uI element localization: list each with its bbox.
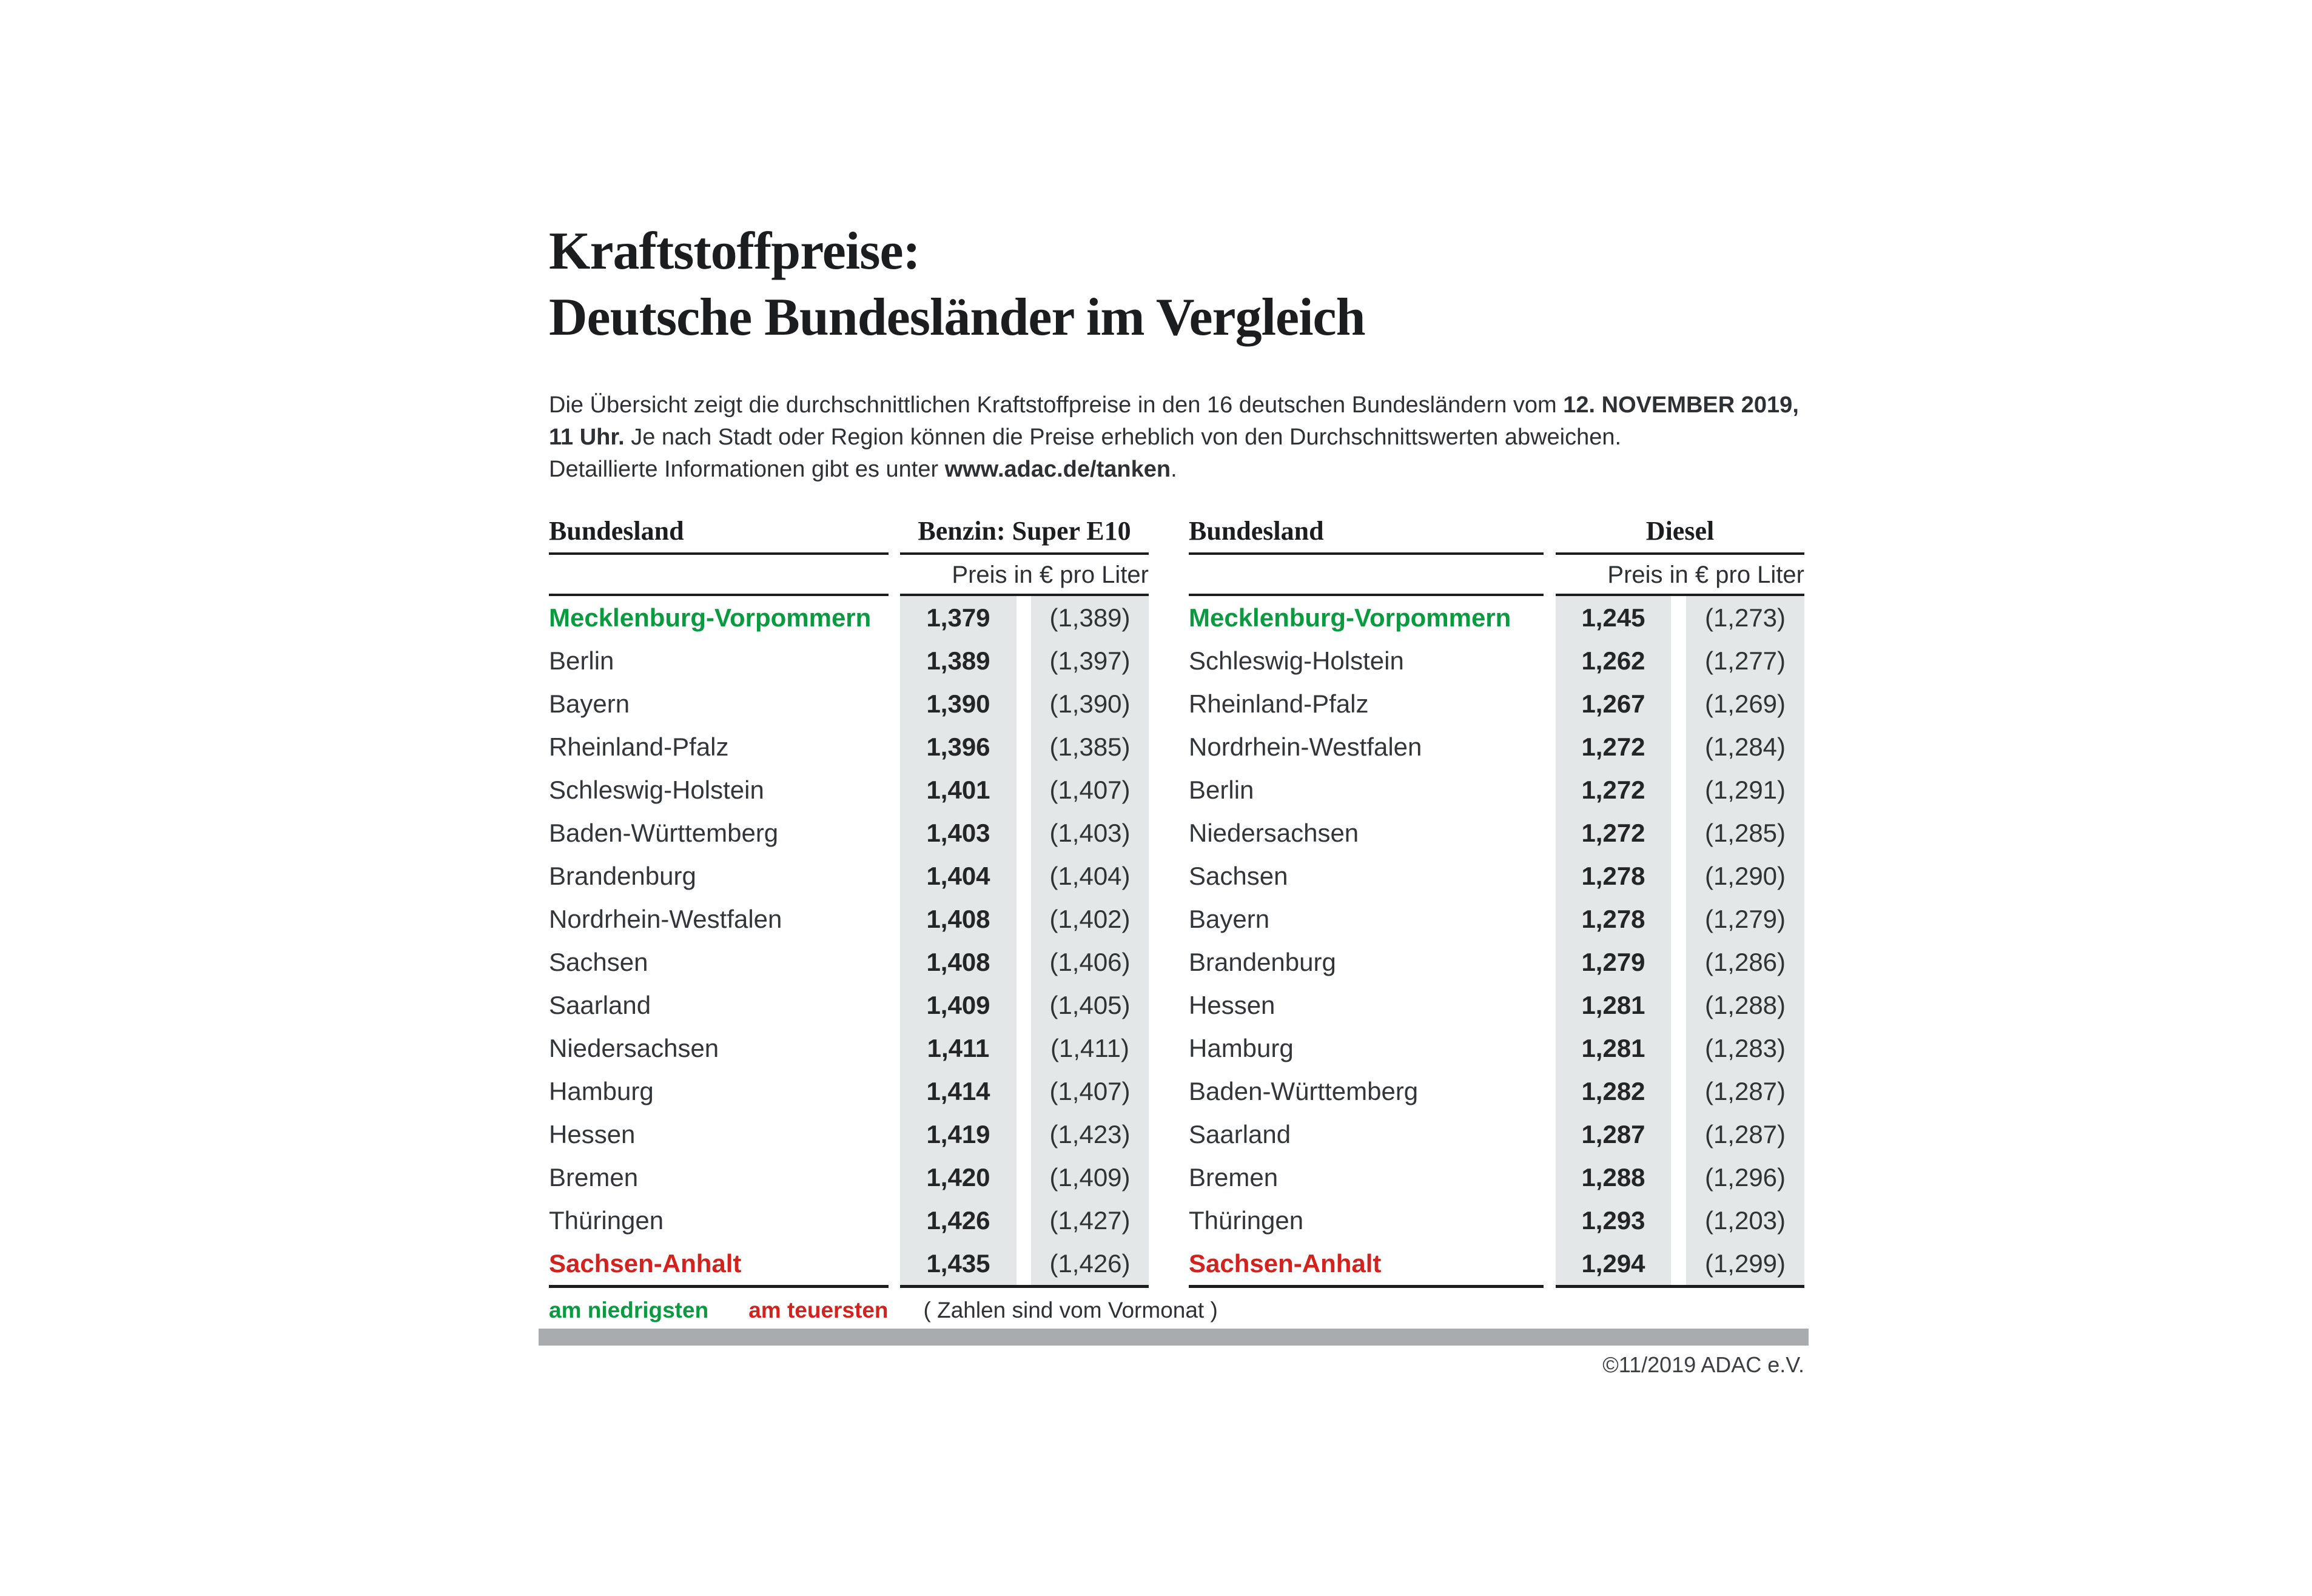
table-row (549, 1242, 1149, 1285)
row-gap (889, 682, 900, 725)
price-cell: 1,262 (1556, 639, 1671, 682)
intro-bold-text: www.adac.de/tanken (944, 457, 1171, 483)
state-cell: Brandenburg (549, 861, 696, 890)
diesel-table (1189, 512, 1804, 1288)
benzin-table (549, 512, 1149, 1288)
prev-price-cell: (1,389) (1031, 596, 1149, 639)
table-row (1189, 768, 1804, 811)
table-row (1189, 1027, 1804, 1070)
table-row (1189, 596, 1804, 639)
price-unit-subheader: Preis in € pro Liter (1556, 555, 1804, 596)
price-cell: 1,282 (1556, 1070, 1671, 1113)
price-gap (1671, 984, 1686, 1027)
price-cell: 1,287 (1556, 1113, 1671, 1156)
price-cell: 1,272 (1556, 768, 1671, 811)
price-cell: 1,272 (1556, 811, 1671, 854)
table-row (549, 854, 1149, 897)
table-header-row (1189, 512, 1804, 555)
table-row (1189, 639, 1804, 682)
table-row (1189, 1070, 1804, 1113)
prev-price-cell: (1,407) (1031, 768, 1149, 811)
price-cell: 1,435 (900, 1242, 1017, 1285)
subheader-gap (1544, 555, 1556, 596)
price-cell: 1,279 (1556, 941, 1671, 984)
price-cell: 1,288 (1556, 1156, 1671, 1199)
table-row (549, 1156, 1149, 1199)
price-cell: 1,245 (1556, 596, 1671, 639)
price-gap (1017, 1113, 1031, 1156)
state-cell: Saarland (1189, 1119, 1291, 1148)
prev-price-cell: (1,277) (1686, 639, 1804, 682)
prev-price-cell: (1,203) (1686, 1199, 1804, 1242)
state-cell: Sachsen-Anhalt (1189, 1249, 1382, 1278)
table-header-row (549, 512, 1149, 555)
prev-price-cell: (1,287) (1686, 1113, 1804, 1156)
price-cell: 1,403 (900, 811, 1017, 854)
state-cell: Baden-Württemberg (1189, 1076, 1419, 1105)
price-cell: 1,411 (900, 1027, 1017, 1070)
price-gap (1017, 1242, 1031, 1285)
table-row (549, 768, 1149, 811)
header-gap (1544, 512, 1556, 555)
row-gap (1544, 768, 1556, 811)
table-row (549, 1199, 1149, 1242)
price-gap (1671, 811, 1686, 854)
prev-price-cell: (1,405) (1031, 984, 1149, 1027)
table-row (1189, 725, 1804, 768)
rule-gap (1544, 1285, 1556, 1288)
table-row (1189, 1199, 1804, 1242)
prev-price-cell: (1,427) (1031, 1199, 1149, 1242)
row-gap (1544, 984, 1556, 1027)
prev-price-cell: (1,285) (1686, 811, 1804, 854)
price-cell: 1,408 (900, 941, 1017, 984)
state-cell: Brandenburg (1189, 947, 1336, 976)
state-cell: Hessen (549, 1119, 636, 1148)
row-gap (1544, 639, 1556, 682)
prev-price-cell: (1,423) (1031, 1113, 1149, 1156)
row-gap (1544, 897, 1556, 941)
row-gap (889, 768, 900, 811)
price-gap (1671, 682, 1686, 725)
price-gap (1017, 1027, 1031, 1070)
state-cell: Nordrhein-Westfalen (1189, 732, 1422, 761)
price-cell: 1,419 (900, 1113, 1017, 1156)
table-row (1189, 811, 1804, 854)
prev-price-cell: (1,390) (1031, 682, 1149, 725)
table-row (1189, 682, 1804, 725)
prev-price-cell: (1,409) (1031, 1156, 1149, 1199)
state-cell: Bayern (549, 689, 630, 718)
row-gap (889, 1156, 900, 1199)
price-gap (1017, 811, 1031, 854)
intro-paragraph (549, 389, 1841, 486)
intro-bold-text: 12. NOVEMBER 2019, (1563, 392, 1799, 418)
price-gap (1017, 854, 1031, 897)
price-cell: 1,426 (900, 1199, 1017, 1242)
subheader-empty (549, 555, 889, 596)
price-cell: 1,293 (1556, 1199, 1671, 1242)
header-gap (889, 512, 900, 555)
table-row (1189, 984, 1804, 1027)
price-gap (1671, 1242, 1686, 1285)
row-gap (889, 1027, 900, 1070)
state-cell: Thüringen (549, 1205, 664, 1235)
price-gap (1671, 897, 1686, 941)
page-title-line2: Deutsche Bundesländer im Vergleich (549, 288, 1365, 347)
table-row (549, 639, 1149, 682)
prev-price-cell: (1,403) (1031, 811, 1149, 854)
price-cell: 1,278 (1556, 854, 1671, 897)
row-gap (889, 1113, 900, 1156)
row-gap (889, 854, 900, 897)
table-row (1189, 1113, 1804, 1156)
row-gap (1544, 682, 1556, 725)
row-gap (1544, 811, 1556, 854)
price-cell: 1,389 (900, 639, 1017, 682)
state-cell: Mecklenburg-Vorpommern (1189, 603, 1511, 632)
state-cell: Mecklenburg-Vorpommern (549, 603, 872, 632)
table-row (549, 984, 1149, 1027)
page-title-line1: Kraftstoffpreise: (549, 222, 920, 281)
prev-price-cell: (1,291) (1686, 768, 1804, 811)
fuel-header: Diesel (1556, 512, 1804, 555)
price-gap (1671, 639, 1686, 682)
price-gap (1017, 768, 1031, 811)
price-gap (1671, 1199, 1686, 1242)
bottom-rule-row (549, 1285, 1149, 1288)
state-cell: Saarland (549, 990, 651, 1019)
table-row (549, 725, 1149, 768)
price-gap (1671, 1027, 1686, 1070)
price-unit-subheader: Preis in € pro Liter (900, 555, 1149, 596)
state-cell: Sachsen (1189, 861, 1288, 890)
row-gap (1544, 725, 1556, 768)
price-gap (1017, 1156, 1031, 1199)
price-gap (1671, 941, 1686, 984)
price-cell: 1,390 (900, 682, 1017, 725)
state-cell: Schleswig-Holstein (549, 775, 764, 804)
price-cell: 1,281 (1556, 984, 1671, 1027)
table-row (1189, 1242, 1804, 1285)
state-cell: Sachsen-Anhalt (549, 1249, 742, 1278)
row-gap (1544, 1242, 1556, 1285)
row-gap (1544, 1156, 1556, 1199)
intro-text: Detaillierte Informationen gibt es unter (549, 457, 945, 483)
prev-price-cell: (1,287) (1686, 1070, 1804, 1113)
price-cell: 1,379 (900, 596, 1017, 639)
state-cell: Hamburg (549, 1076, 654, 1105)
prev-price-cell: (1,286) (1686, 941, 1804, 984)
intro-text: Je nach Stadt oder Region können die Preise erheblich von den Durchschnittswerten abweichen. (624, 424, 1622, 451)
price-gap (1017, 941, 1031, 984)
price-cell: 1,401 (900, 768, 1017, 811)
prev-price-cell: (1,411) (1031, 1027, 1149, 1070)
state-cell: Rheinland-Pfalz (1189, 689, 1369, 718)
row-gap (1544, 596, 1556, 639)
bundesland-header: Bundesland (1189, 512, 1544, 555)
state-cell: Thüringen (1189, 1205, 1304, 1235)
divider-bar (539, 1329, 1809, 1346)
price-gap (1671, 768, 1686, 811)
price-cell: 1,267 (1556, 682, 1671, 725)
price-gap (1017, 1199, 1031, 1242)
row-gap (889, 941, 900, 984)
state-cell: Hamburg (1189, 1033, 1294, 1062)
row-gap (889, 1199, 900, 1242)
prev-price-cell: (1,426) (1031, 1242, 1149, 1285)
rule-gap (889, 1285, 900, 1288)
legend (549, 1298, 1218, 1323)
row-gap (889, 1242, 900, 1285)
price-gap (1671, 725, 1686, 768)
table-row (549, 682, 1149, 725)
price-cell: 1,281 (1556, 1027, 1671, 1070)
row-gap (1544, 1199, 1556, 1242)
state-cell: Berlin (1189, 775, 1254, 804)
intro-bold-text: 11 Uhr. (549, 424, 625, 451)
table-row (549, 596, 1149, 639)
prev-price-cell: (1,284) (1686, 725, 1804, 768)
price-cell: 1,396 (900, 725, 1017, 768)
state-cell: Bremen (1189, 1162, 1279, 1192)
intro-text: . (1171, 457, 1177, 483)
price-gap (1017, 596, 1031, 639)
state-cell: Bremen (549, 1162, 639, 1192)
prev-price-cell: (1,397) (1031, 639, 1149, 682)
row-gap (1544, 1070, 1556, 1113)
row-gap (889, 596, 900, 639)
price-gap (1671, 1156, 1686, 1199)
row-gap (1544, 1027, 1556, 1070)
bottom-rule (1189, 1285, 1544, 1288)
prev-price-cell: (1,290) (1686, 854, 1804, 897)
fuel-header: Benzin: Super E10 (900, 512, 1149, 555)
price-cell: 1,278 (1556, 897, 1671, 941)
table-row (549, 897, 1149, 941)
table-row (1189, 1156, 1804, 1199)
state-cell: Hessen (1189, 990, 1275, 1019)
state-cell: Bayern (1189, 904, 1270, 933)
state-cell: Baden-Württemberg (549, 818, 779, 847)
price-cell: 1,409 (900, 984, 1017, 1027)
copyright-text: ©11/2019 ADAC e.V. (1602, 1352, 1804, 1377)
prev-price-cell: (1,299) (1686, 1242, 1804, 1285)
prev-price-cell: (1,283) (1686, 1027, 1804, 1070)
price-gap (1017, 897, 1031, 941)
table-subheader-row (1189, 555, 1804, 596)
bundesland-header: Bundesland (549, 512, 889, 555)
row-gap (1544, 854, 1556, 897)
table-row (1189, 897, 1804, 941)
prev-price-cell: (1,296) (1686, 1156, 1804, 1199)
price-cell: 1,414 (900, 1070, 1017, 1113)
subheader-gap (889, 555, 900, 596)
table-row (1189, 941, 1804, 984)
prev-price-cell: (1,407) (1031, 1070, 1149, 1113)
state-cell: Sachsen (549, 947, 648, 976)
row-gap (889, 639, 900, 682)
state-cell: Schleswig-Holstein (1189, 646, 1404, 675)
table-row (1189, 854, 1804, 897)
state-cell: Niedersachsen (1189, 818, 1359, 847)
price-gap (1017, 725, 1031, 768)
page-title (549, 218, 1365, 350)
prev-price-cell: (1,406) (1031, 941, 1149, 984)
legend-highest-label: am teuersten (748, 1298, 889, 1323)
price-gap (1671, 596, 1686, 639)
price-cell: 1,404 (900, 854, 1017, 897)
row-gap (889, 725, 900, 768)
price-gap (1017, 984, 1031, 1027)
price-gap (1671, 854, 1686, 897)
price-gap (1671, 1070, 1686, 1113)
subheader-empty (1189, 555, 1544, 596)
table-row (549, 811, 1149, 854)
intro-text: Die Übersicht zeigt die durchschnittlichen Kraftstoffpreise in den 16 deutschen Bundesländern vom (549, 392, 1564, 418)
row-gap (1544, 941, 1556, 984)
row-gap (889, 897, 900, 941)
bottom-rule (900, 1285, 1149, 1288)
price-cell: 1,408 (900, 897, 1017, 941)
prev-price-cell: (1,273) (1686, 596, 1804, 639)
row-gap (889, 984, 900, 1027)
prev-price-cell: (1,402) (1031, 897, 1149, 941)
state-cell: Nordrhein-Westfalen (549, 904, 782, 933)
prev-price-cell: (1,269) (1686, 682, 1804, 725)
state-cell: Rheinland-Pfalz (549, 732, 729, 761)
price-cell: 1,272 (1556, 725, 1671, 768)
row-gap (889, 811, 900, 854)
state-cell: Niedersachsen (549, 1033, 719, 1062)
prev-price-cell: (1,404) (1031, 854, 1149, 897)
table-subheader-row (549, 555, 1149, 596)
row-gap (889, 1070, 900, 1113)
prev-price-cell: (1,279) (1686, 897, 1804, 941)
legend-lowest-label: am niedrigsten (549, 1298, 709, 1323)
bottom-rule (549, 1285, 889, 1288)
prev-price-cell: (1,288) (1686, 984, 1804, 1027)
state-cell: Berlin (549, 646, 614, 675)
bottom-rule (1556, 1285, 1804, 1288)
table-row (549, 1070, 1149, 1113)
prev-price-cell: (1,385) (1031, 725, 1149, 768)
row-gap (1544, 1113, 1556, 1156)
price-gap (1017, 682, 1031, 725)
price-cell: 1,420 (900, 1156, 1017, 1199)
legend-note: ( Zahlen sind vom Vormonat ) (923, 1298, 1218, 1323)
bottom-rule-row (1189, 1285, 1804, 1288)
price-gap (1671, 1113, 1686, 1156)
table-row (549, 1113, 1149, 1156)
price-gap (1017, 1070, 1031, 1113)
table-row (549, 941, 1149, 984)
table-row (549, 1027, 1149, 1070)
price-gap (1017, 639, 1031, 682)
price-cell: 1,294 (1556, 1242, 1671, 1285)
